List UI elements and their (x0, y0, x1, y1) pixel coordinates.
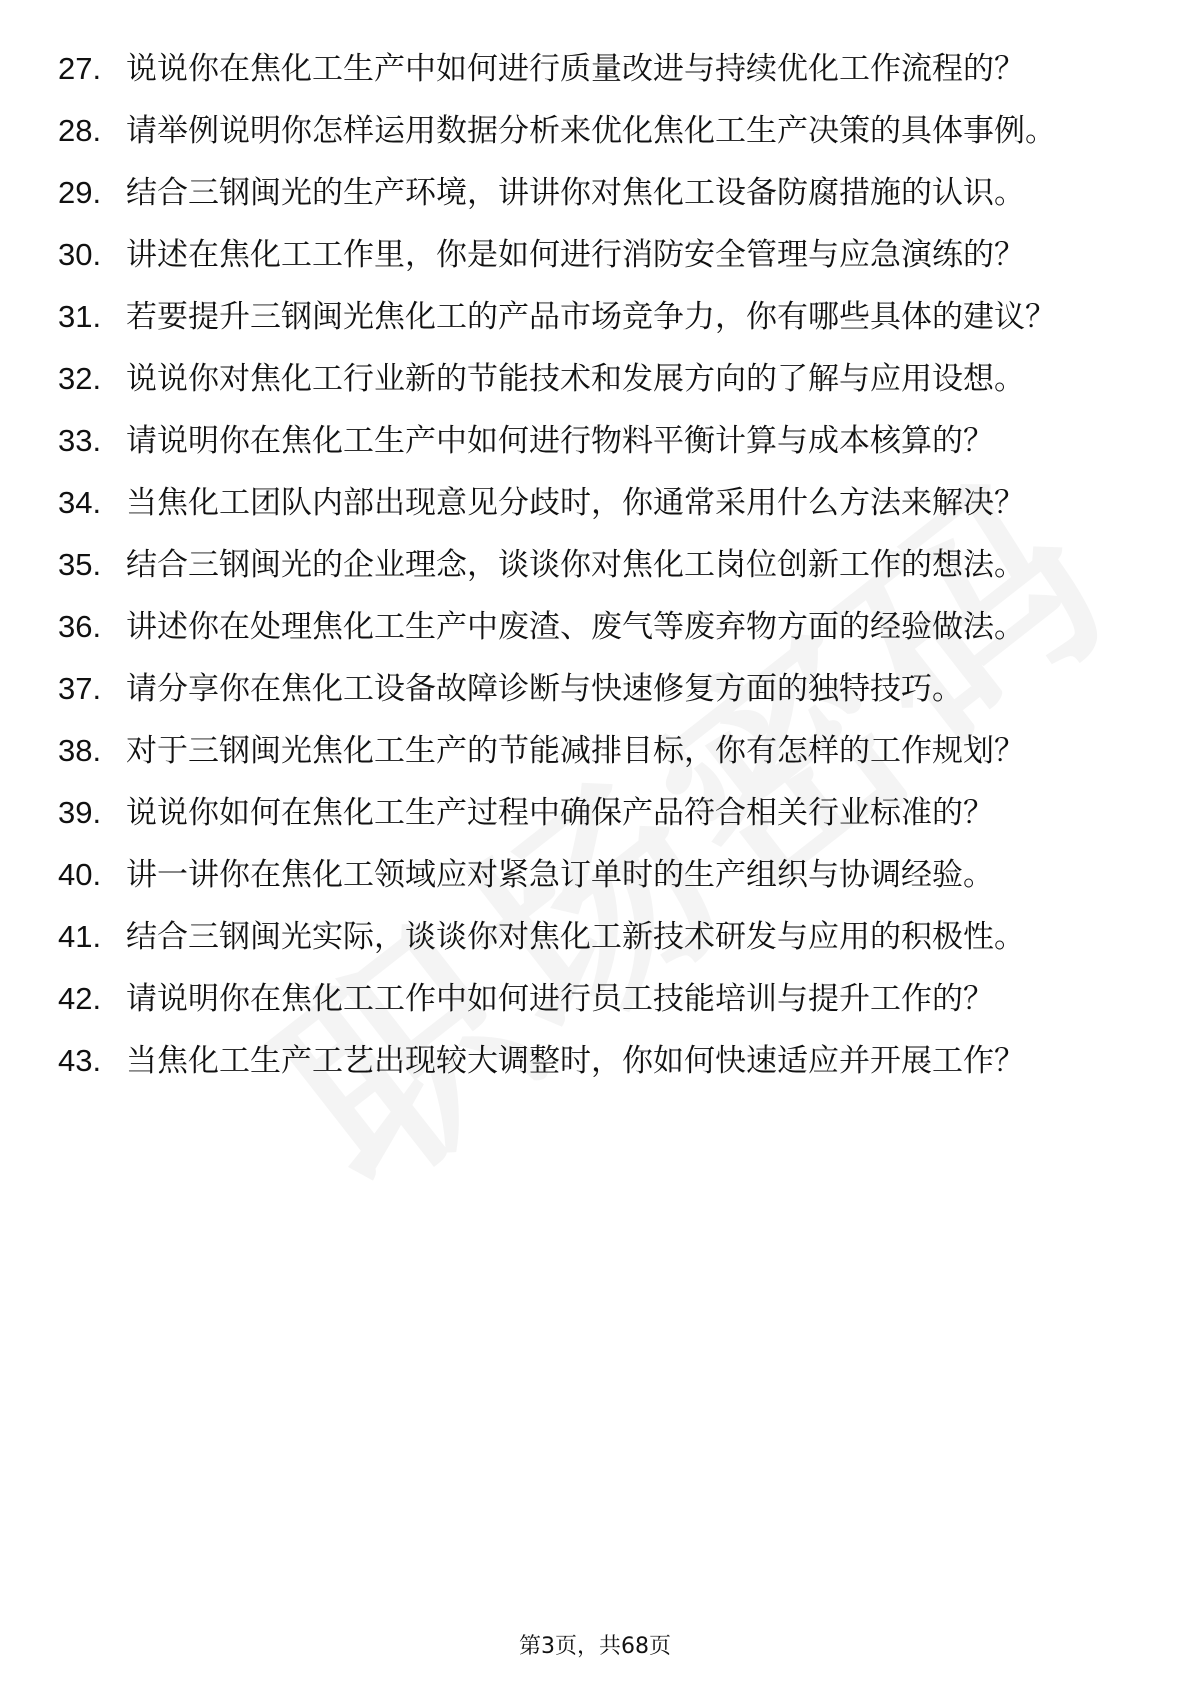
question-text: 结合三钢闽光的企业理念，谈谈你对焦化工岗位创新工作的想法。 (126, 547, 1025, 583)
list-item (58, 606, 1138, 648)
question-text: 请分享你在焦化工设备故障诊断与快速修复方面的独特技巧。 (126, 671, 963, 707)
list-item (58, 234, 1138, 276)
list-item (58, 48, 1138, 90)
page-number-label: 第3页，共68页 (519, 1634, 671, 1659)
question-text: 说说你对焦化工行业新的节能技术和发展方向的了解与应用设想。 (126, 361, 1025, 397)
question-number: 31. (58, 299, 102, 334)
list-item (58, 1040, 1138, 1082)
list-item (58, 482, 1138, 524)
question-text: 请说明你在焦化工工作中如何进行员工技能培训与提升工作的？ (126, 981, 994, 1017)
list-item (58, 854, 1138, 896)
page-footer (0, 1633, 1190, 1661)
question-number: 41. (58, 919, 102, 954)
list-item (58, 792, 1138, 834)
question-number: 42. (58, 981, 102, 1016)
question-list (58, 48, 1138, 1102)
list-item (58, 358, 1138, 400)
list-item (58, 916, 1138, 958)
list-item (58, 172, 1138, 214)
question-number: 28. (58, 113, 102, 148)
question-number: 30. (58, 237, 102, 272)
question-number: 29. (58, 175, 102, 210)
question-number: 32. (58, 361, 102, 396)
question-number: 37. (58, 671, 102, 706)
question-text: 结合三钢闽光的生产环境，讲讲你对焦化工设备防腐措施的认识。 (126, 175, 1025, 211)
question-text: 请举例说明你怎样运用数据分析来优化焦化工生产决策的具体事例。 (126, 113, 1056, 149)
list-item (58, 420, 1138, 462)
question-text: 讲述在焦化工工作里，你是如何进行消防安全管理与应急演练的？ (126, 237, 1025, 273)
question-text: 请说明你在焦化工生产中如何进行物料平衡计算与成本核算的？ (126, 423, 994, 459)
list-item (58, 730, 1138, 772)
question-number: 34. (58, 485, 102, 520)
question-text: 说说你在焦化工生产中如何进行质量改进与持续优化工作流程的？ (126, 51, 1025, 87)
list-item (58, 296, 1138, 338)
question-text: 若要提升三钢闽光焦化工的产品市场竞争力，你有哪些具体的建议？ (126, 299, 1056, 335)
question-text: 讲述你在处理焦化工生产中废渣、废气等废弃物方面的经验做法。 (126, 609, 1025, 645)
question-number: 38. (58, 733, 102, 768)
question-text: 结合三钢闽光实际，谈谈你对焦化工新技术研发与应用的积极性。 (126, 919, 1025, 955)
question-number: 33. (58, 423, 102, 458)
question-text: 讲一讲你在焦化工领域应对紧急订单时的生产组织与协调经验。 (126, 857, 994, 893)
question-text: 当焦化工生产工艺出现较大调整时，你如何快速适应并开展工作？ (126, 1043, 1025, 1079)
list-item (58, 110, 1138, 152)
list-item (58, 668, 1138, 710)
list-item (58, 544, 1138, 586)
question-text: 对于三钢闽光焦化工生产的节能减排目标，你有怎样的工作规划？ (126, 733, 1025, 769)
question-text: 当焦化工团队内部出现意见分歧时，你通常采用什么方法来解决？ (126, 485, 1025, 521)
question-text: 说说你如何在焦化工生产过程中确保产品符合相关行业标准的？ (126, 795, 994, 831)
question-number: 27. (58, 51, 102, 86)
question-number: 36. (58, 609, 102, 644)
question-number: 40. (58, 857, 102, 892)
question-number: 35. (58, 547, 102, 582)
question-number: 43. (58, 1043, 102, 1078)
list-item (58, 978, 1138, 1020)
question-number: 39. (58, 795, 102, 830)
